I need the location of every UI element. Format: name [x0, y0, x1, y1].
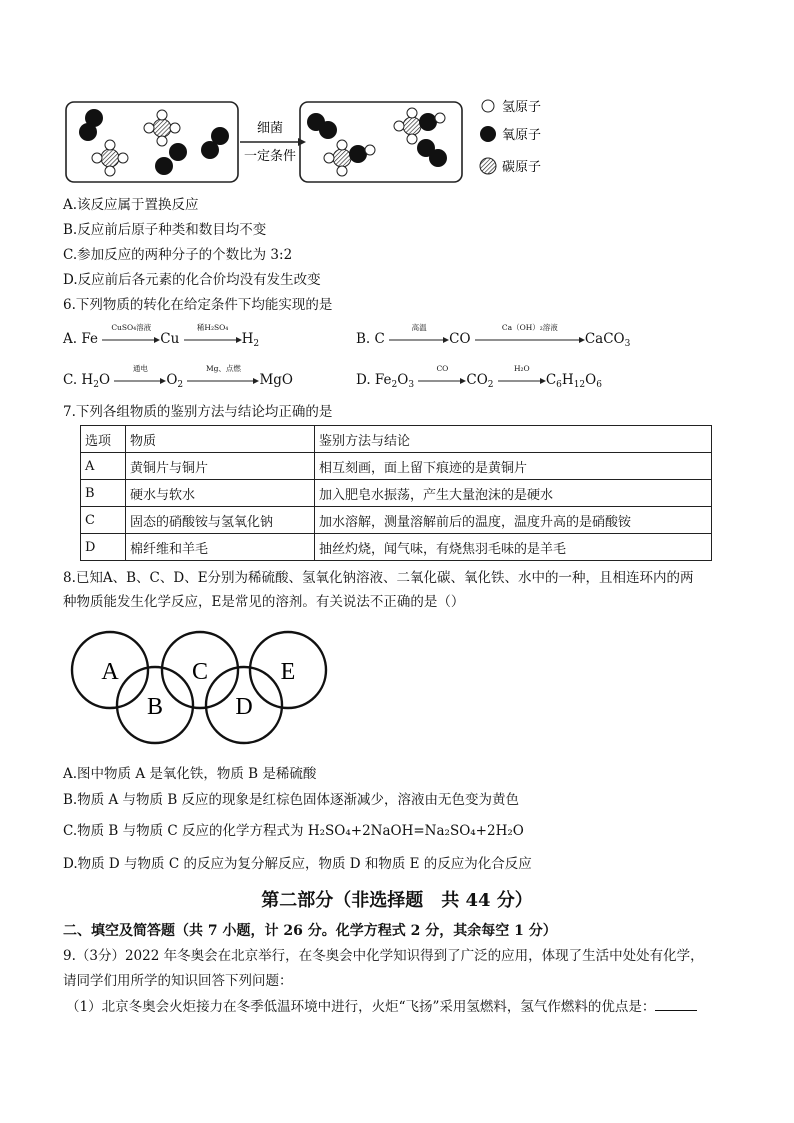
ring-label-c: C [191, 659, 209, 685]
q6-stem: 6.下列物质的转化在给定条件下均能实现的是 [63, 297, 333, 313]
legend-hydrogen-icon [482, 100, 494, 112]
condition-label: CO [436, 363, 449, 373]
q9-sub1: （1）北京冬奥会火炬接力在冬季低温环境中进行，火炬“飞扬”采用氢燃料，氢气作燃料的优点是： [66, 998, 697, 1016]
q6-option-b: B. C 高温 CO Ca（OH）₂溶液 CaCO$_3$ [356, 330, 630, 353]
methanol-molecule [394, 108, 445, 144]
q5-option-c: C.参加反应的两种分子的个数比为 3:2 [63, 247, 293, 263]
q6-option-d: D. $Fe_2O_3$ CO $CO_2$ H₂O $C_6H_{12}O_6$ [356, 371, 602, 394]
arrow-top-label: 细菌 [256, 121, 284, 136]
q5-option-b: B.反应前后原子种类和数目均不变 [63, 222, 267, 238]
section-subtitle: 二、填空及简答题（共 7 小题，计 26 分。化学方程式 2 分，其余每空 1 分） [63, 923, 557, 939]
q6-option-c: C. $H_2O$ 通电 $O_2$ Mg、点燃 MgO [63, 371, 293, 394]
oxygen-molecule [79, 109, 103, 141]
ring-label-e: E [280, 659, 296, 685]
methanol-molecule [324, 140, 375, 176]
q8-option-b: B.物质 A 与物质 B 反应的现象是红棕色固体逐渐减少，溶液由无色变为黄色 [63, 792, 520, 808]
ring-label-a: A [101, 659, 119, 685]
legend-oxygen-icon [480, 126, 496, 142]
section-title: 第二部分（非选择题 共 44 分） [261, 890, 533, 911]
q8-option-a: A.图中物质 A 是氧化铁，物质 B 是稀硫酸 [63, 766, 317, 782]
legend-label: 氧原子 [502, 128, 542, 143]
methane-molecule [144, 110, 180, 146]
q8-stem-line2: 种物质能发生化学反应，E是常见的溶剂。有关说法不正确的是（） [63, 594, 465, 610]
rings-diagram [66, 630, 336, 750]
methane-molecule [92, 140, 128, 176]
ring-label-d: D [235, 694, 253, 720]
chemical-equation: H₂SO₄+2NaOH=Na₂SO₄+2H₂O [307, 823, 524, 839]
condition-label: 稀H₂SO₄ [196, 322, 229, 332]
q5-option-d: D.反应前后各元素的化合价均没有发生改变 [63, 272, 321, 288]
q6-option-a: A. Fe CuSO₄溶液 Cu 稀H₂SO₄ $H_2$ [63, 330, 259, 353]
legend-label: 碳原子 [502, 160, 542, 175]
q9-line1: 9.（3分）2022 年冬奥会在北京举行，在冬奥会中化学知识得到了广泛的应用，体现了生活中处处有化学， [63, 948, 704, 964]
condition-label: H₂O [513, 363, 530, 373]
q7-stem: 7.下列各组物质的鉴别方法与结论均正确的是 [63, 404, 333, 420]
table-row: C 固态的硝酸铵与氢氧化钠 加水溶解，测量溶解前后的温度，温度升高的是硝酸铵 [81, 507, 712, 534]
table-header: 物质 [126, 426, 315, 453]
condition-label: CuSO₄溶液 [111, 322, 152, 332]
table-header: 选项 [81, 426, 126, 453]
condition-label: 通电 [132, 363, 148, 373]
q8-option-c: C.物质 B 与物质 C 反应的化学方程式为 H₂SO₄+2NaOH=Na₂SO₄+2H₂O [63, 823, 524, 839]
q8-option-d: D.物质 D 与物质 C 的反应为复分解反应，物质 D 和物质 E 的反应为化合反应 [63, 856, 532, 872]
oxygen-molecule [201, 127, 229, 159]
oxygen-molecule [307, 113, 337, 139]
condition-label: 高温 [411, 322, 427, 332]
table-row: B 硬水与软水 加入肥皂水振荡，产生大量泡沫的是硬水 [81, 480, 712, 507]
legend-carbon-icon [480, 158, 496, 174]
q8-stem-line1: 8.已知A、B、C、D、E分别为稀硫酸、氢氧化钠溶液、二氧化碳、氧化铁、水中的一种，且相连环内的两 [63, 570, 694, 586]
table-header: 鉴别方法与结论 [315, 426, 712, 453]
arrow-bottom-label: 一定条件 [243, 149, 297, 164]
q7-table [80, 425, 712, 561]
condition-label: Ca（OH）₂溶液 [501, 322, 558, 332]
ring-label-b: B [146, 694, 164, 720]
q9-line2: 请同学们用所学的知识回答下列问题： [63, 973, 293, 989]
legend-label: 氢原子 [502, 100, 542, 115]
table-row: A 黄铜片与铜片 相互刻画，面上留下痕迹的是黄铜片 [81, 453, 712, 480]
table-row: D 棉纤维和羊毛 抽丝灼烧，闻气味，有烧焦羽毛味的是羊毛 [81, 534, 712, 561]
table-header-row [81, 426, 712, 453]
q5-option-a: A.该反应属于置换反应 [63, 197, 199, 213]
oxygen-molecule [155, 143, 187, 175]
reaction-diagram [60, 92, 560, 188]
condition-label: Mg、点燃 [205, 363, 241, 373]
answer-blank[interactable] [655, 998, 697, 1011]
oxygen-molecule [417, 139, 447, 167]
